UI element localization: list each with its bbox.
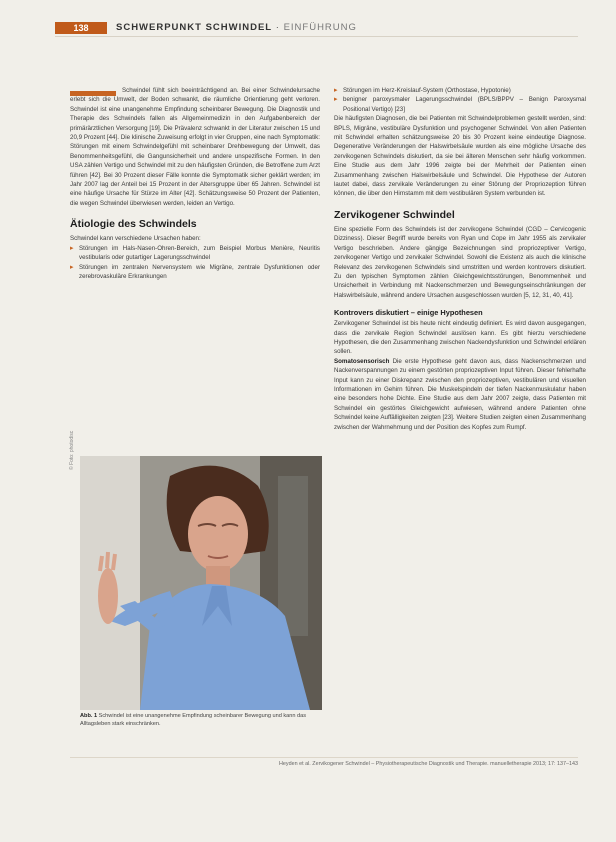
- figure-caption: [80, 712, 322, 728]
- footer-rule: [70, 757, 578, 758]
- etiology-list: [70, 244, 320, 282]
- header-separator: ·: [275, 22, 280, 33]
- cervicogenic-paragraph: Eine spezielle Form des Schwindels ist der zervikogene Schwindel (CGD – Cervicogenic Dizziness). Dieser Begriff wurde bereits von Ryan und Cope im Jahr 1955 als zervikaler Vertigo beschrieben. Andere gängige Bezeichnungen sind propriozeptiver Vertigo, zervikogener Vertigo und zervikaler Schwindel. Sowohl die Existenz als auch die klinische Relevanz des zervikogenen Schwindels sind umstritten und werden kontrovers diskutiert. Zu den typischen Symptomen zählen Gleichgewichtsstörungen, Benommenheit und Unsicherheit in Verbindung mit Nackenschmerzen und Bewegungseinschränkungen der Halswirbelsäule, während andere Ursachen ausgeschlossen wurden [5, 12, 31, 40, 41].: [334, 225, 586, 299]
- list-item: ▸ Störungen im zentralen Nervensystem wie Migräne, zentrale Dysfunktionen oder zerebrovaskuläre Erkrankungen: [70, 263, 320, 282]
- running-header: [116, 22, 357, 34]
- etiology-heading: Ätiologie des Schwindels: [70, 218, 197, 231]
- somatosensory-text: Die erste Hypothese geht davon aus, dass Nackenschmerzen und Nackenverspannungen zu einem gestörten propriozeptiven Input führen. Dieser fehlerhafte Input kann zu einer Diskrepanz zwischen den propriozeptiven, vestibulären und visuellen Informationen im Gehirn führen. Die Muskelspindeln der tiefen Nackenmuskulatur haben eine besonders hohe Dichte. Eine Studie aus dem Jahr 2007 zeigte, dass Patienten mit Schwindel ein gestörtes Gleichgewicht aufwiesen, während andere Patienten ohne Schwindel keine Auffälligkeiten zeigten [23]. Weitere Studien zeigten einen Zusammenhang zwischen der Wahrnehmung und der Position des Kopfes zum Rumpf.: [334, 357, 586, 431]
- figure-caption-text: Schwindel ist eine unangenehme Empfindung scheinbarer Bewegung und kann das Alltagsleben stark einschränken.: [80, 713, 307, 727]
- right-column: [334, 86, 586, 432]
- figure-label: Abb. 1: [80, 713, 98, 719]
- diagnoses-paragraph: Die häufigsten Diagnosen, die bei Patienten mit Schwindelproblemen gestellt werden, sind: BPLS, Migräne, vestibuläre Dysfunktion und psychogener Schwindel. Von allen Patienten mit Schwindel erhalten schätzungsweise 20 bis 30 Prozent keine eindeutige Diagnose. Degenerative Veränderungen der Halswirbelsäule wurden als eine mögliche Ursache des zervikogenen Schwindels diskutiert, da sie bei älteren Menschen sehr häufig vorkommen. Eine Studie aus dem Jahr 1996 zeigte bei der Mehrheit der Patienten einen Zusammenhang zwischen Halswirbelsäule und Schwindel. Die Hypothese der Autoren lautet dabei, dass zervikale Veränderungen zu einer Störung der Propriozeption führen können, die über den Hirnstamm mit dem vestibulären System verbunden ist.: [334, 115, 586, 198]
- etiology-lead: Schwindel kann verschiedene Ursachen haben:: [70, 235, 201, 243]
- somatosensory-runin: Somatosensorisch: [334, 357, 390, 365]
- somatosensory-paragraph: [334, 357, 586, 432]
- hypotheses-paragraph: Zervikogener Schwindel ist bis heute nicht eindeutig definiert. Es wird davon ausgegangen, dass die zervikale Region Schwindel auslösen kann. Es gibt hierzu verschiedene Hypothesen, die den Zusammenhang zwischen Nackendysfunktion und Schwindel erklären sollen.: [334, 320, 586, 356]
- list-item: ▸ Störungen im Herz-Kreislauf-System (Orthostase, Hypotonie): [334, 86, 586, 95]
- woman-dizziness-illustration: [80, 456, 322, 710]
- figure-photo: [80, 456, 322, 710]
- header-rule: [55, 36, 578, 37]
- cervicogenic-heading: Zervikogener Schwindel: [334, 208, 455, 221]
- header-section: SCHWERPUNKT SCHWINDEL: [116, 22, 273, 33]
- list-item: ▸ benigner paroxysmaler Lagerungsschwindel (BPLS/BPPV – Benign Paroxysmal Positional Vertigo) [23]: [334, 95, 586, 114]
- page-number: 138: [55, 22, 107, 34]
- header-subsection: EINFÜHRUNG: [283, 22, 357, 33]
- left-column: [70, 86, 320, 281]
- photo-credit: © Foto: photodisc: [69, 430, 75, 470]
- list-item: ▸ Störungen im Hals-Nasen-Ohren-Bereich, zum Beispiel Morbus Menière, Neuritis vestibularis oder gutartiger Lagerungsschwindel: [70, 244, 320, 263]
- intro-paragraph: Schwindel fühlt sich beeinträchtigend an. Bei einer Schwindelursache erlebt sich die Umwelt, der Boden schwankt, die räumliche Orientierung geht verloren. Schwindel ist eine unangenehme Empfindung scheinbarer Bewegung. Die Diagnostik und Therapie des Schwindels fallen als Allgemeinmedizin in den Aufgabenbereich der primärärztlichen Versorgung [19]. Die Prävalenz schwankt in der Literatur zwischen 15 und 20,9 Prozent [44]. Die klinische Zuweisung erfolgt in vier Gruppen, eine nach Symptomatik: Störungen mit einem Schwindelgefühl mit scheinbarer Drehbewegung der Umwelt, das Benommenheitsgefühl, die Gangunsicherheit und andere unspezifische Formen. In den USA zählen Vertigo und Schwindel mit zu den häufigsten Gründen, die Betroffene zum Arzt führen [42]. Bei 30 Prozent dieser Fälle konnte die Symptomatik sicher geklärt werden; im Jahr 2007 lag der Anteil bei 15 Prozent in der Altersgruppe über 65 Jahren. Schwindel ist eine häufige Ursache für Stürze im Alter [42]. Schätzungsweise 50 Prozent der Patienten, die wegen Schwindel überwiesen werden, leiden an Vertigo.: [70, 87, 320, 207]
- top-list: [334, 86, 586, 114]
- citation-footer: Heyden et al. Zervikogener Schwindel – Physiotherapeutische Diagnostik und Therapie. manuelletherapie 2013; 17: 137–143: [279, 761, 578, 767]
- hypotheses-heading: Kontrovers diskutiert – einige Hypothesen: [334, 308, 483, 318]
